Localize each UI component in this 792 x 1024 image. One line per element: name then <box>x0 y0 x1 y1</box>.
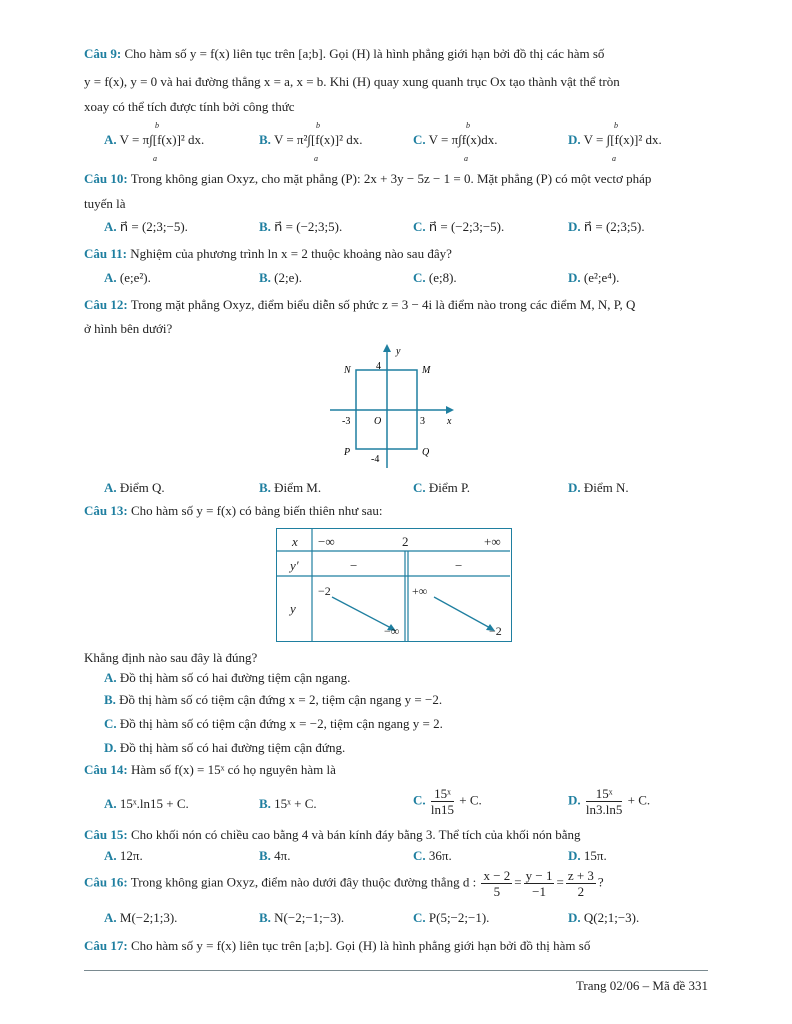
q14-c-fraction <box>431 786 454 817</box>
q15-option-d[interactable] <box>568 848 607 864</box>
q11-option-d[interactable] <box>568 270 619 286</box>
q10-b-text: n⃗ = (−2;3;5). <box>274 219 343 234</box>
decrease-arrow-2 <box>434 597 492 629</box>
q12-line1 <box>84 297 635 313</box>
table-y-ninf: −∞ <box>384 624 400 638</box>
q12-option-a[interactable] <box>104 480 165 496</box>
q16-option-b[interactable] <box>259 910 344 926</box>
q9-b-upper: b <box>316 121 320 130</box>
q15-option-a[interactable] <box>104 848 143 864</box>
q10-b-label: B. <box>259 219 271 234</box>
y-axis-arrow <box>383 344 391 352</box>
tick-minus-4: -4 <box>371 454 380 465</box>
q9-a-lower: a <box>153 154 157 163</box>
q16-frac-3 <box>566 868 596 899</box>
q10-text1: Trong không gian Oxyz, cho mặt phẳng (P): 2x + 3y − 5z − 1 = 0. Mặt phẳng (P) có một vectơ pháp <box>130 171 652 186</box>
q11-b-text: (2;e). <box>274 270 302 285</box>
q11-b-label: B. <box>259 270 271 285</box>
q11-option-b[interactable] <box>259 270 302 286</box>
label-o: O <box>374 416 382 427</box>
q11-c-text: (e;8). <box>428 270 457 285</box>
q9-a-label: A. <box>104 132 117 147</box>
q9-line3: xoay có thể tích được tính bởi công thức <box>84 99 295 114</box>
q9-a-upper: b <box>155 121 159 130</box>
q15-option-c[interactable] <box>413 848 452 864</box>
q14-a-label: A. <box>104 796 117 811</box>
q9-c-upper: b <box>466 121 470 130</box>
q12-b-text: Điểm M. <box>274 480 322 495</box>
q14-text1: Hàm số f(x) = 15ˣ có họ nguyên hàm là <box>130 762 336 777</box>
q10-label: Câu 10: <box>84 171 128 186</box>
q9-line2: y = f(x), y = 0 và hai đường thẳng x = a, x = b. Khi (H) quay xung quanh trục Ox tạo thành vật thể tròn <box>84 74 620 89</box>
q16-c-text: P(5;−2;−1). <box>428 910 490 925</box>
q10-c-text: n⃗ = (−2;3;−5). <box>428 219 505 234</box>
q14-option-b[interactable] <box>259 796 317 812</box>
q12-d-label: D. <box>568 480 581 495</box>
q14-line1 <box>84 762 336 778</box>
tick-3: 3 <box>420 416 425 427</box>
q9-b-text: V = π²∫[f(x)]² dx. <box>273 132 363 147</box>
q14-b-label: B. <box>259 796 271 811</box>
q16-d-label: D. <box>568 910 581 925</box>
q15-d-label: D. <box>568 848 581 863</box>
q17-line1 <box>84 938 590 954</box>
q9-c-text: V = π∫f(x)dx. <box>428 132 498 147</box>
q9-line1 <box>84 46 604 62</box>
q15-b-text: 4π. <box>274 848 291 863</box>
q16-eq-1: = <box>514 874 522 890</box>
q10-d-text: n⃗ = (2;3;5). <box>583 219 645 234</box>
q14-option-d[interactable] <box>568 786 650 817</box>
q16-f3-den: 2 <box>577 884 585 899</box>
q15-c-label: C. <box>413 848 426 863</box>
q11-line1 <box>84 246 452 262</box>
q13-a-label: A. <box>104 670 117 685</box>
q12-d-text: Điểm N. <box>583 480 629 495</box>
q13-option-a[interactable] <box>104 670 350 686</box>
q14-d-label: D. <box>568 792 581 808</box>
q10-d-label: D. <box>568 219 581 234</box>
q14-c-den: ln15 <box>430 802 455 817</box>
q15-a-text: 12π. <box>119 848 143 863</box>
q16-option-c[interactable] <box>413 910 489 926</box>
q13-c-text: Đồ thị hàm số có tiệm cận đứng x = −2, tiệm cận ngang y = 2. <box>119 716 443 731</box>
q10-a-text: n⃗ = (2;3;−5). <box>119 219 188 234</box>
q14-option-c[interactable] <box>413 786 482 817</box>
q11-label: Câu 11: <box>84 246 127 261</box>
q11-d-label: D. <box>568 270 581 285</box>
q16-option-d[interactable] <box>568 910 639 926</box>
q14-a-text: 15ˣ.ln15 + C. <box>119 796 189 811</box>
q13-label: Câu 13: <box>84 503 128 518</box>
q11-option-c[interactable] <box>413 270 457 286</box>
q15-line1 <box>84 827 581 843</box>
table-yp-header: y′ <box>290 558 299 573</box>
q14-d-num: 15ˣ <box>586 786 622 802</box>
table-yp-minus-1: − <box>350 558 358 573</box>
x-axis-arrow <box>446 406 454 414</box>
label-x: x <box>447 416 452 427</box>
q9-option-d[interactable] <box>568 132 662 148</box>
q12-c-text: Điểm P. <box>428 480 471 495</box>
q16-frac-2 <box>524 868 555 899</box>
label-p: P <box>344 447 351 458</box>
table-x-two: 2 <box>402 534 409 549</box>
q9-c-lower: a <box>464 154 468 163</box>
q9-d-lower: a <box>612 154 616 163</box>
q12-figure <box>326 340 456 470</box>
table-yp-minus-2: − <box>455 558 463 573</box>
q11-c-label: C. <box>413 270 426 285</box>
q14-c-tail: + C. <box>459 792 482 808</box>
label-y: y <box>396 346 401 357</box>
q9-option-c[interactable] <box>413 132 498 148</box>
q13-d-text: Đồ thị hàm số có hai đường tiệm cận đứng. <box>119 740 346 755</box>
q12-label: Câu 12: <box>84 297 128 312</box>
q16-f2-den: −1 <box>532 884 546 899</box>
q9-b-lower: a <box>314 154 318 163</box>
q14-option-a[interactable] <box>104 796 189 812</box>
q12-option-d[interactable] <box>568 480 629 496</box>
q10-a-label: A. <box>104 219 117 234</box>
table-y-pinf: +∞ <box>412 584 428 598</box>
q9-b-label: B. <box>259 132 271 147</box>
table-x-ninf: −∞ <box>318 534 335 549</box>
q12-line2: ở hình bên dưới? <box>84 321 173 336</box>
q15-a-label: A. <box>104 848 117 863</box>
q9-option-b[interactable] <box>259 132 363 148</box>
q11-a-label: A. <box>104 270 117 285</box>
q17-text1: Cho hàm số y = f(x) liên tục trên [a;b]. Gọi (H) là hình phẳng giới hạn bởi đồ thị hàm số <box>130 938 591 953</box>
q13-b-label: B. <box>104 692 116 707</box>
q14-c-label: C. <box>413 792 426 808</box>
q13-a-text: Đồ thị hàm số có hai đường tiệm cận ngang. <box>119 670 351 685</box>
q15-c-text: 36π. <box>428 848 452 863</box>
q16-eq-2: = <box>556 874 564 890</box>
q16-text1: Trong không gian Oxyz, điểm nào dưới đây thuộc đường thẳng d : <box>130 874 477 890</box>
q11-a-text: (e;e²). <box>119 270 151 285</box>
q10-option-c[interactable] <box>413 219 504 235</box>
table-y-header: y <box>290 601 296 616</box>
q15-b-label: B. <box>259 848 271 863</box>
q13-prompt: Khẳng định nào sau đây là đúng? <box>84 650 258 665</box>
q17-label: Câu 17: <box>84 938 128 953</box>
q13-option-d[interactable] <box>104 740 345 756</box>
q16-c-label: C. <box>413 910 426 925</box>
q12-option-c[interactable] <box>413 480 470 496</box>
tick-4: 4 <box>376 361 381 372</box>
q10-line1 <box>84 171 651 187</box>
footer-divider <box>84 970 708 971</box>
q9-label: Câu 9: <box>84 46 122 61</box>
q13-option-c[interactable] <box>104 716 443 732</box>
q11-option-a[interactable] <box>104 270 151 286</box>
q10-option-a[interactable] <box>104 219 188 235</box>
q13-b-text: Đồ thị hàm số có tiệm cận đứng x = 2, tiệm cận ngang y = −2. <box>119 692 443 707</box>
q16-a-text: M(−2;1;3). <box>119 910 178 925</box>
q16-option-a[interactable] <box>104 910 177 926</box>
q15-option-b[interactable] <box>259 848 291 864</box>
q9-option-a[interactable] <box>104 132 204 148</box>
q13-text1: Cho hàm số y = f(x) có bảng biến thiên như sau: <box>130 503 383 518</box>
q16-a-label: A. <box>104 910 117 925</box>
label-m: M <box>422 365 431 376</box>
q16-frac-1 <box>481 868 512 899</box>
q13-c-label: C. <box>104 716 117 731</box>
q12-b-label: B. <box>259 480 271 495</box>
q12-text1: Trong mặt phẳng Oxyz, điểm biểu diễn số phức z = 3 − 4i là điểm nào trong các điểm M, N, P, Q <box>130 297 636 312</box>
q14-label: Câu 14: <box>84 762 128 777</box>
q16-b-text: N(−2;−1;−3). <box>274 910 345 925</box>
label-q: Q <box>422 447 430 458</box>
q15-text1: Cho khối nón có chiều cao bằng 4 và bán kính đáy bằng 3. Thể tích của khối nón bằng <box>130 827 581 842</box>
q16-f3-num: z + 3 <box>567 868 594 883</box>
q14-d-den: ln3.ln5 <box>585 802 623 817</box>
q11-text1: Nghiệm của phương trình ln x = 2 thuộc khoảng nào sau đây? <box>130 246 452 261</box>
q16-f1-den: 5 <box>493 884 501 899</box>
q13-d-label: D. <box>104 740 117 755</box>
q14-d-fraction <box>586 786 622 817</box>
table-y-m2-right: −2 <box>489 624 502 638</box>
q16-line1 <box>84 868 604 899</box>
q10-line2: tuyến là <box>84 196 126 211</box>
q9-c-label: C. <box>413 132 426 147</box>
q16-d-text: Q(2;1;−3). <box>583 910 640 925</box>
q12-c-label: C. <box>413 480 426 495</box>
q13-line1 <box>84 503 383 519</box>
q16-f2-num: y − 1 <box>525 868 553 883</box>
q9-a-text: V = π∫[f(x)]² dx. <box>119 132 205 147</box>
table-x-pinf: +∞ <box>484 534 501 549</box>
q10-option-d[interactable] <box>568 219 645 235</box>
q9-d-upper: b <box>614 121 618 130</box>
q14-b-text: 15ˣ + C. <box>274 796 317 811</box>
tick-minus-3: -3 <box>342 416 351 427</box>
q16-label: Câu 16: <box>84 874 128 890</box>
q10-c-label: C. <box>413 219 426 234</box>
label-n: N <box>344 365 351 376</box>
q12-a-text: Điểm Q. <box>119 480 165 495</box>
q9-d-label: D. <box>568 132 581 147</box>
q9-d-text: V = ∫[f(x)]² dx. <box>583 132 662 147</box>
q15-d-text: 15π. <box>583 848 607 863</box>
table-x-header: x <box>292 534 298 549</box>
q16-f1-num: x − 2 <box>483 868 511 883</box>
q14-c-num: 15ˣ <box>431 786 454 802</box>
q15-label: Câu 15: <box>84 827 128 842</box>
q16-b-label: B. <box>259 910 271 925</box>
q13-option-b[interactable] <box>104 692 442 708</box>
q10-option-b[interactable] <box>259 219 342 235</box>
page-footer: Trang 02/06 – Mã đề 331 <box>575 978 708 993</box>
q11-d-text: (e²;e⁴). <box>583 270 620 285</box>
q16-qmark: ? <box>597 874 604 890</box>
table-y-m2-left: −2 <box>318 584 331 598</box>
q9-text1: Cho hàm số y = f(x) liên tục trên [a;b]. Gọi (H) là hình phẳng giới hạn bởi đồ thị các hàm số <box>124 46 605 61</box>
q12-option-b[interactable] <box>259 480 321 496</box>
q12-a-label: A. <box>104 480 117 495</box>
q14-d-tail: + C. <box>627 792 651 808</box>
